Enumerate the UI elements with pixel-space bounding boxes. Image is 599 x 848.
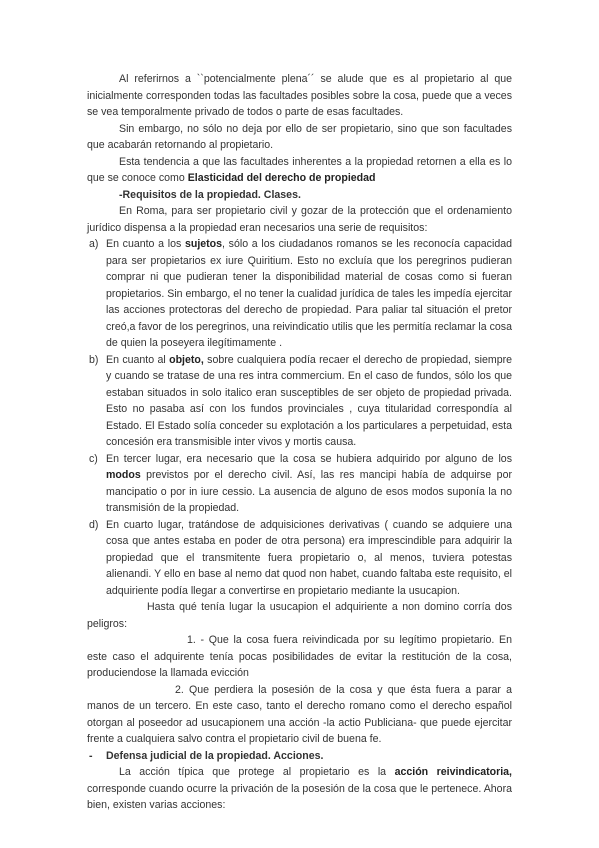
list-item-c-text: previstos por el derecho civil. Así, las res mancipi había de adquirse por mancipatio o por in iure cessio. La ausencia de alguno de esos modos suponía la no transmisión de la propiedad.	[106, 469, 512, 514]
sujetos-term: sujetos	[184, 238, 223, 250]
paragraph-accion-intro: La acción típica que protege al propietario es la	[119, 766, 395, 778]
paragraph-potencialmente-plena: Al referirnos a ``potencialmente plena´´ se alude que es al propietario al que inicialmente corresponden todas las facultades posibles sobre la cosa, puede que a veces se vea temporalmente privado de todos o parte de esas facultades.	[87, 73, 512, 118]
paragraph-accion-text: corresponde cuando ocurre la privación de la posesión de la cosa que le pertenece. Ahora bien, existen varias acciones:	[87, 782, 512, 811]
list-item-b	[87, 352, 512, 451]
paragraph-accion-reivindicatoria	[87, 764, 512, 814]
list-item-d	[87, 517, 512, 600]
list-item-a	[87, 236, 512, 352]
list-item-b-text: sobre cualquiera podía recaer el derecho de propiedad, siempre y cuando se tratase de una res intra commercium. En el caso de fundos, sólo los que estaban situados in solo italico eran susceptibles de ser objeto de propiedad privada. Esto no pasaba así con los fundos provinciales , cuya titularidad correspondía al Estado. El Estado solía conceder su explotación a los particulares a perpetuidad, esta concesión era transmisible inter vivos y mortis causa.	[106, 353, 513, 448]
heading-defensa-judicial	[87, 748, 512, 765]
list-marker-b: b)	[89, 353, 99, 366]
list-marker-c: c)	[89, 452, 98, 465]
list-item-c	[87, 451, 512, 517]
paragraph-sin-embargo: Sin embargo, no sólo no deja por ello de ser propietario, sino que son facultades que acabarán retornando al propietario.	[87, 122, 512, 151]
list-item-d-text: En cuarto lugar, tratándose de adquisiciones derivativas ( cuando se adquiere una cosa que antes estaba en poder de otra persona) era imprescindible para adquirir la propiedad que el transmitente fuera propietario o, al menos, tuviera potestas alienandi. Y ello en base al nemo dat quod non habet, cuando faltaba este requisito, el adquiriente podía llegar a convertirse en propietario mediante la usucapion.	[106, 518, 512, 597]
paragraph-elasticidad	[87, 154, 512, 187]
list-item-a-intro: En cuanto a los	[106, 238, 185, 250]
modos-term: modos	[106, 469, 141, 481]
heading-defensa-judicial-text: Defensa judicial de la propiedad. Acciones.	[106, 749, 324, 762]
list-item-a-text: , sólo a los ciudadanos romanos se les reconocía capacidad para ser propietarios ex iure Quiritium. Esto no excluía que los peregrinos pudieran comprar ni que pudieran tener la disponibilidad material de cosas como si fueran propietarios. Sin embargo, el no tener la cualidad jurídica de tales les impedía ejercitar las acciones protectoras del derecho de propiedad. Para paliar tal situación el pretor creó,a favor de los peregrinos, una reivindicatio utilis que les permitía reclamar la cosa de quien la poseyera ilegítimamente .	[106, 238, 512, 349]
list-item-b-intro: En cuanto al	[106, 353, 170, 366]
list-item-c-intro: En tercer lugar, era necesario que la cosa se hubiera adquirido por alguno de los	[106, 452, 512, 465]
heading-dash-marker: -	[89, 749, 93, 762]
accion-reivindicatoria-term: acción reivindicatoria,	[394, 766, 512, 778]
heading-requisitos: -Requisitos de la propiedad. Clases.	[119, 188, 301, 201]
document-page	[87, 71, 512, 814]
paragraph-peligro-1: 1. - Que la cosa fuera reivindicada por su legítimo propietario. En este caso el adquirente tenía pocas posibilidades de evitar la restitución de la cosa, produciendose la llamada evicción	[87, 634, 512, 679]
paragraph-usucapion-peligros: Hasta qué tenía lugar la usucapion el adquiriente a non domino corría dos peligros:	[87, 601, 512, 630]
list-marker-d: d)	[89, 518, 99, 531]
elasticidad-term: Elasticidad del derecho de propiedad	[187, 172, 376, 184]
paragraph-elasticidad-text: Esta tendencia a que las facultades inherentes a la propiedad retornen a ella es lo que se conoce como	[87, 155, 512, 184]
paragraph-peligro-2: 2. Que perdiera la posesión de la cosa y que ésta fuera a parar a manos de un tercero. En este caso, tanto el derecho romano como el derecho español otorgan al poseedor ad usucapionem una acción -la actio Publiciana- que puede ejercitar frente a cualquiera salvo contra el propietario civil de buena fe.	[87, 683, 512, 745]
objeto-term: objeto,	[169, 353, 204, 366]
paragraph-en-roma: En Roma, para ser propietario civil y gozar de la protección que el ordenamiento jurídico dispensa a la propiedad eran necesarios una serie de requisitos:	[87, 205, 512, 234]
list-marker-a: a)	[89, 238, 99, 250]
